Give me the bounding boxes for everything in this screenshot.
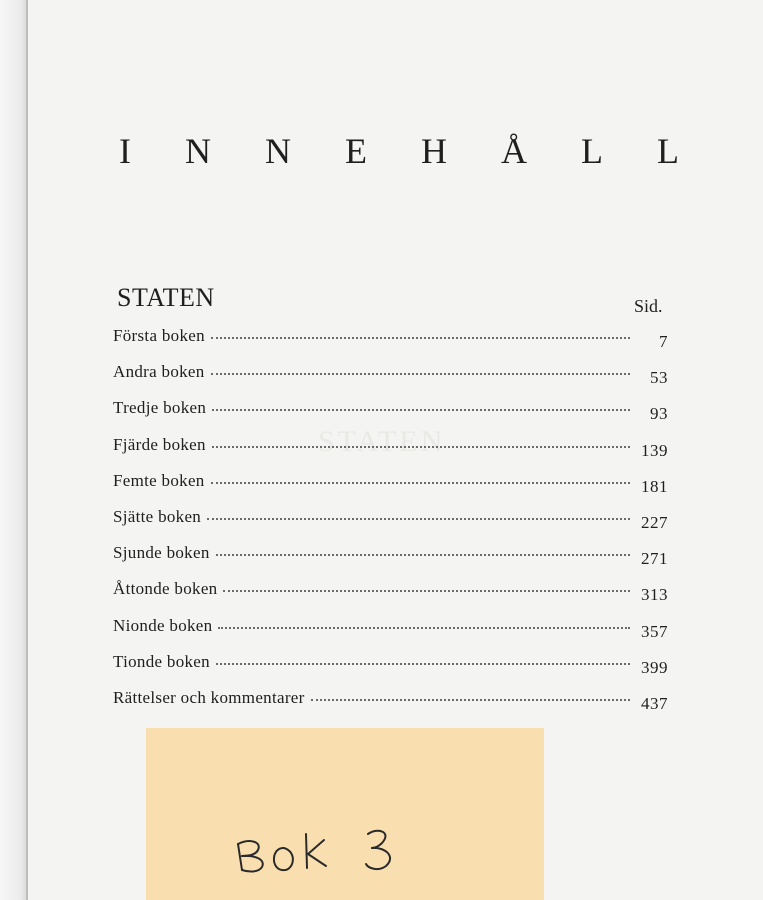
- toc-entry-page: 7: [659, 332, 668, 351]
- toc-entry-label: Fjärde boken: [113, 434, 206, 454]
- toc-entry-nionde: [113, 616, 668, 652]
- toc-entry-page: 53: [650, 368, 668, 388]
- toc-entry-label: Tredje boken: [113, 398, 207, 418]
- toc-entry-fjarde: [113, 435, 668, 471]
- toc-entry-page: 357: [641, 621, 668, 641]
- toc-entry-sjunde: [113, 543, 668, 579]
- toc-entry-label: Sjätte boken: [113, 506, 202, 526]
- title-letter: H: [421, 131, 447, 171]
- toc-entry-tredje: [113, 398, 668, 434]
- dot-leader: [216, 553, 630, 556]
- dot-leader: [207, 517, 630, 520]
- toc-entry-label: Tionde boken: [113, 651, 210, 671]
- toc-entry-label: Andra boken: [113, 362, 205, 382]
- title-letter: N: [185, 131, 211, 171]
- toc-entry-page: 399: [641, 657, 668, 677]
- title-letter: Å: [501, 131, 527, 171]
- toc-entry-label: Rättelser och kommentarer: [113, 687, 305, 707]
- toc-entry-femte: [113, 471, 668, 507]
- toc-entry-andra: [113, 362, 668, 398]
- title-letter: I: [119, 131, 131, 171]
- toc-entry-label: Nionde boken: [113, 615, 213, 635]
- dot-leader: [211, 481, 630, 484]
- toc-entry-label: Åttonde boken: [113, 579, 218, 599]
- toc-entry-page: 139: [641, 440, 668, 460]
- toc-entry-sjatte: [113, 507, 668, 543]
- toc-entry-page: 93: [650, 404, 668, 424]
- dot-leader: [216, 662, 630, 665]
- handwritten-bok-3: [146, 728, 544, 900]
- toc-entry-forsta: [113, 326, 668, 362]
- dot-leader: [212, 445, 630, 448]
- table-of-contents: [113, 326, 668, 724]
- toc-entry-label: Femte boken: [113, 470, 205, 490]
- toc-entry-attonde: [113, 579, 668, 615]
- title-letter: L: [657, 131, 679, 171]
- section-heading: STATEN: [117, 283, 215, 312]
- dot-leader: [211, 336, 630, 339]
- toc-entry-page: 227: [641, 512, 668, 532]
- toc-entry-rattelser: [113, 688, 668, 724]
- book-gutter: [0, 0, 28, 900]
- title-letter: E: [345, 131, 367, 171]
- toc-entry-label: Första boken: [113, 326, 205, 345]
- dot-leader: [223, 589, 630, 592]
- dot-leader: [212, 408, 630, 411]
- sticky-note: [146, 728, 544, 900]
- title-letter: N: [265, 131, 291, 171]
- dot-leader: [211, 372, 630, 375]
- toc-entry-label: Sjunde boken: [113, 543, 210, 563]
- toc-entry-page: 313: [641, 585, 668, 605]
- dot-leader: [311, 698, 630, 701]
- toc-entry-page: 271: [641, 549, 668, 569]
- page-title: [119, 130, 679, 172]
- title-letter: L: [581, 131, 603, 171]
- toc-entry-page: 437: [641, 693, 668, 713]
- bleed-through-text: STATEN: [318, 425, 446, 458]
- toc-entry-page: 181: [641, 476, 668, 496]
- dot-leader: [218, 626, 630, 629]
- page-column-label: Sid.: [634, 296, 663, 316]
- toc-entry-tionde: [113, 652, 668, 688]
